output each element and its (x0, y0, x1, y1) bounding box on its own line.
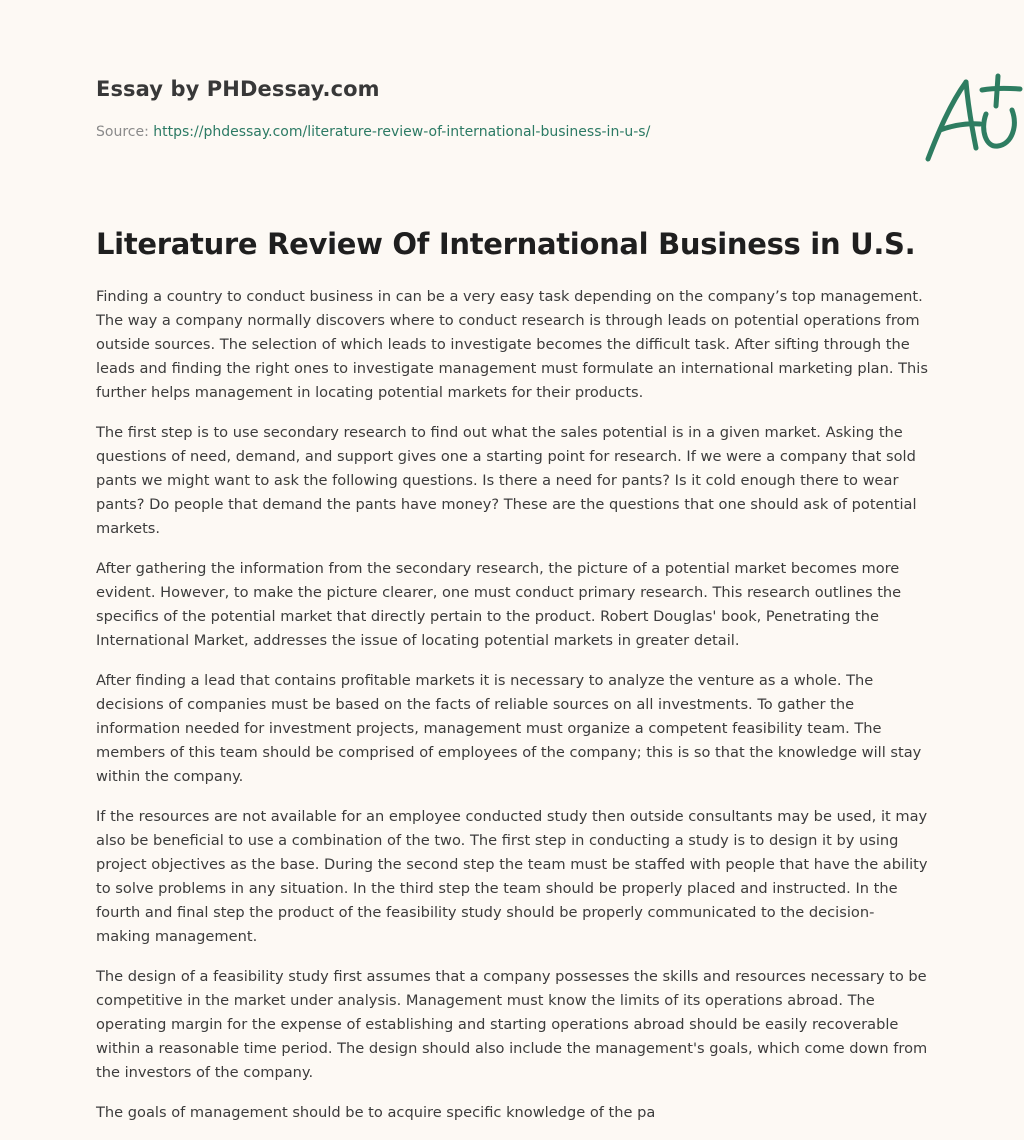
site-title: Essay by PHDessay.com (96, 77, 380, 101)
source-link[interactable]: https://phdessay.com/literature-review-of-international-business-in-u-s/ (153, 124, 651, 140)
essay-paragraph: The first step is to use secondary research to find out what the sales potential is in a given market. Asking the questions of need, demand, and support gives one a starting point for research. If we were a company that sold pants we might want to ask the following questions. Is there a need for pants? Is it cold enough there to wear pants? Do people that demand the pants have money? These are the questions that one should ask of potential markets. (96, 424, 917, 537)
essay-paragraph: The design of a feasibility study first assumes that a company possesses the skills and resources necessary to be competitive in the market under analysis. Management must know the limits of its operations abroad. The operating margin for the expense of establishing and starting operations abroad should be easily recoverable within a reasonable time period. The design should also include the management's goals, which come down from the investors of the company. (96, 968, 928, 1081)
source-line (96, 124, 650, 140)
source-label: Source: (96, 124, 149, 140)
essay-paragraph: After gathering the information from the secondary research, the picture of a potential market becomes more evident. However, to make the picture clearer, one must conduct primary research. This research outlines the specifics of the potential market that directly pertain to the product. Robert Douglas' book, Penetrating the International Market, addresses the issue of locating potential markets in greater detail. (96, 560, 902, 649)
essay-body (96, 285, 928, 1125)
essay-paragraph-truncated: The goals of management should be to acquire specific knowledge of the pa (96, 1104, 656, 1121)
essay-paragraph: If the resources are not available for an employee conducted study then outside consultants may be used, it may also be beneficial to use a combination of the two. The first step in conducting a study is to design it by using project objectives as the base. During the second step the team must be staffed with people that have the ability to solve problems in any situation. In the third step the team should be properly placed and instructed. In the fourth and final step the product of the feasibility study should be properly communicated to the decision-making management. (96, 808, 928, 945)
essay-paragraph: After finding a lead that contains profitable markets it is necessary to analyze the venture as a whole. The decisions of companies must be based on the facts of reliable sources on all investments. To gather the information needed for investment projects, management must organize a competent feasibility team. The members of this team should be comprised of employees of the company; this is so that the knowledge will stay within the company. (96, 672, 922, 785)
essay-paragraph: Finding a country to conduct business in can be a very easy task depending on the company’s top management. The way a company normally discovers where to conduct research is through leads on potential operations from outside sources. The selection of which leads to investigate becomes the difficult task. After sifting through the leads and finding the right ones to investigate management must formulate an international marketing plan. This further helps management in locating potential markets for their products. (96, 288, 928, 401)
a-plus-logo-icon (916, 68, 1024, 168)
essay-title: Literature Review Of International Business in U.S. (96, 227, 916, 261)
